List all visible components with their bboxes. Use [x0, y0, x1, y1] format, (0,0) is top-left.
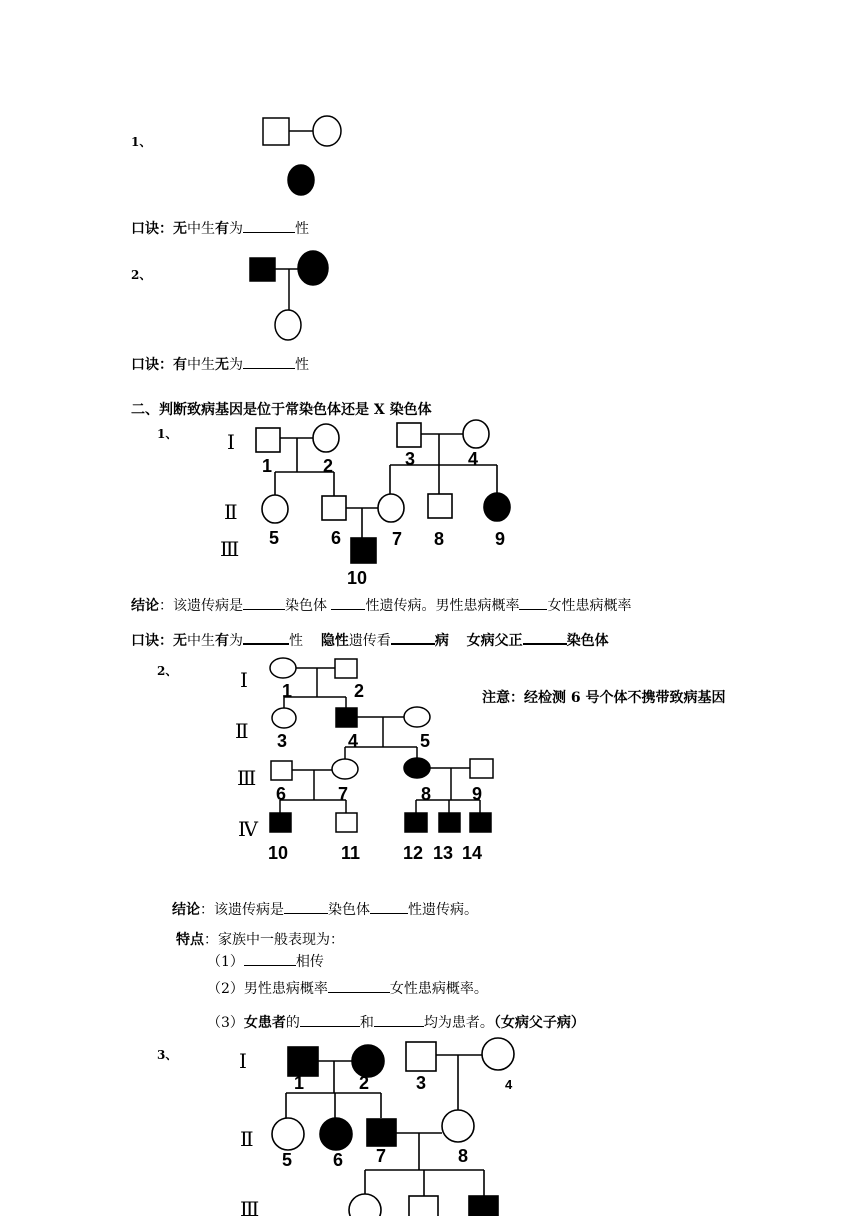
q2-mnemonic: 口诀：有中生无为 性 [131, 357, 309, 373]
p2-gen-4: Ⅳ [238, 817, 258, 841]
svg-text:9: 9 [495, 529, 506, 549]
p2-feature-2: （2）男性患病概率 女性患病概率。 [207, 981, 488, 997]
p3-ind-1-affected [288, 1047, 318, 1076]
svg-text:14: 14 [462, 843, 483, 863]
p1-gen-2: Ⅱ [224, 500, 238, 524]
p2-feature-1: （1） 相传 [207, 954, 324, 970]
svg-text:8: 8 [434, 529, 445, 549]
svg-text:10: 10 [347, 568, 368, 588]
svg-text:4: 4 [348, 731, 359, 751]
p3-ind-7-affected [367, 1119, 396, 1146]
p3-ind-iii-1 [349, 1194, 381, 1216]
svg-text:5: 5 [269, 528, 280, 548]
svg-text:7: 7 [392, 529, 403, 549]
p1-gen-1: Ⅰ [227, 430, 235, 454]
p2-gen-2: Ⅱ [235, 719, 249, 743]
svg-text:11: 11 [341, 843, 361, 863]
svg-text:6: 6 [331, 528, 342, 548]
p2-feature: 特点：家族中一般表现为： [176, 932, 344, 948]
p2-feature-3: （3）女患者的 和 均为患者。（女病父子病） [207, 1015, 585, 1031]
svg-text:3: 3 [277, 731, 288, 751]
p1-label: 1、 [157, 427, 178, 441]
p3-ind-iii-2 [409, 1196, 438, 1216]
p3-ind-6-affected [320, 1118, 352, 1150]
p3-gen-3: Ⅲ [240, 1197, 260, 1216]
svg-text:5: 5 [282, 1150, 293, 1170]
svg-text:13: 13 [433, 843, 454, 863]
p3-ind-3 [406, 1042, 436, 1071]
svg-text:8: 8 [458, 1146, 469, 1166]
svg-text:3: 3 [416, 1073, 427, 1093]
p3-ind-5 [272, 1118, 304, 1150]
svg-text:2: 2 [323, 456, 334, 476]
p3-ind-8 [442, 1110, 474, 1142]
svg-text:9: 9 [472, 784, 483, 804]
svg-text:6: 6 [276, 784, 287, 804]
p3-label: 3、 [157, 1048, 178, 1062]
svg-text:4: 4 [505, 1077, 513, 1092]
svg-text:5: 5 [420, 731, 431, 751]
p3-gen-1: Ⅰ [239, 1049, 247, 1073]
svg-text:10: 10 [268, 843, 289, 863]
p2-gen-1: Ⅰ [240, 668, 248, 692]
svg-text:6: 6 [333, 1150, 344, 1170]
p3-ind-iii-3-affected [469, 1196, 498, 1216]
svg-text:2: 2 [359, 1073, 370, 1093]
svg-text:1: 1 [282, 681, 293, 701]
svg-text:7: 7 [338, 784, 349, 804]
q1-label: 1、 [131, 135, 152, 149]
svg-text:1: 1 [294, 1073, 305, 1093]
p3-ind-4 [482, 1038, 514, 1070]
svg-text:2: 2 [354, 681, 365, 701]
p2-note: 注意：经检测 6 号个体不携带致病基因 [482, 690, 726, 706]
p1-mnemonic: 口诀：无中生有为 性 隐性遗传看 病 女病父正 染色体 [131, 633, 609, 649]
p3-gen-2: Ⅱ [240, 1127, 254, 1151]
p2-gen-3: Ⅲ [237, 766, 257, 790]
section2-heading: 二、判断致病基因是位于常染色体还是 X 染色体 [131, 402, 432, 418]
svg-text:12: 12 [403, 843, 424, 863]
svg-text:4: 4 [468, 449, 479, 469]
svg-text:3: 3 [405, 449, 416, 469]
svg-text:7: 7 [376, 1146, 387, 1166]
p2-label: 2、 [157, 664, 178, 678]
q2-label: 2、 [131, 268, 152, 282]
p1-conclusion: 结论：该遗传病是 染色体 性遗传病。男性患病概率 女性患病概率 [131, 598, 632, 614]
svg-text:1: 1 [262, 456, 273, 476]
p2-conclusion: 结论：该遗传病是 染色体 性遗传病。 [172, 902, 478, 918]
p1-gen-3: Ⅲ [220, 537, 240, 561]
q1-mnemonic: 口诀：无中生有为 性 [131, 221, 309, 237]
svg-text:8: 8 [421, 784, 432, 804]
